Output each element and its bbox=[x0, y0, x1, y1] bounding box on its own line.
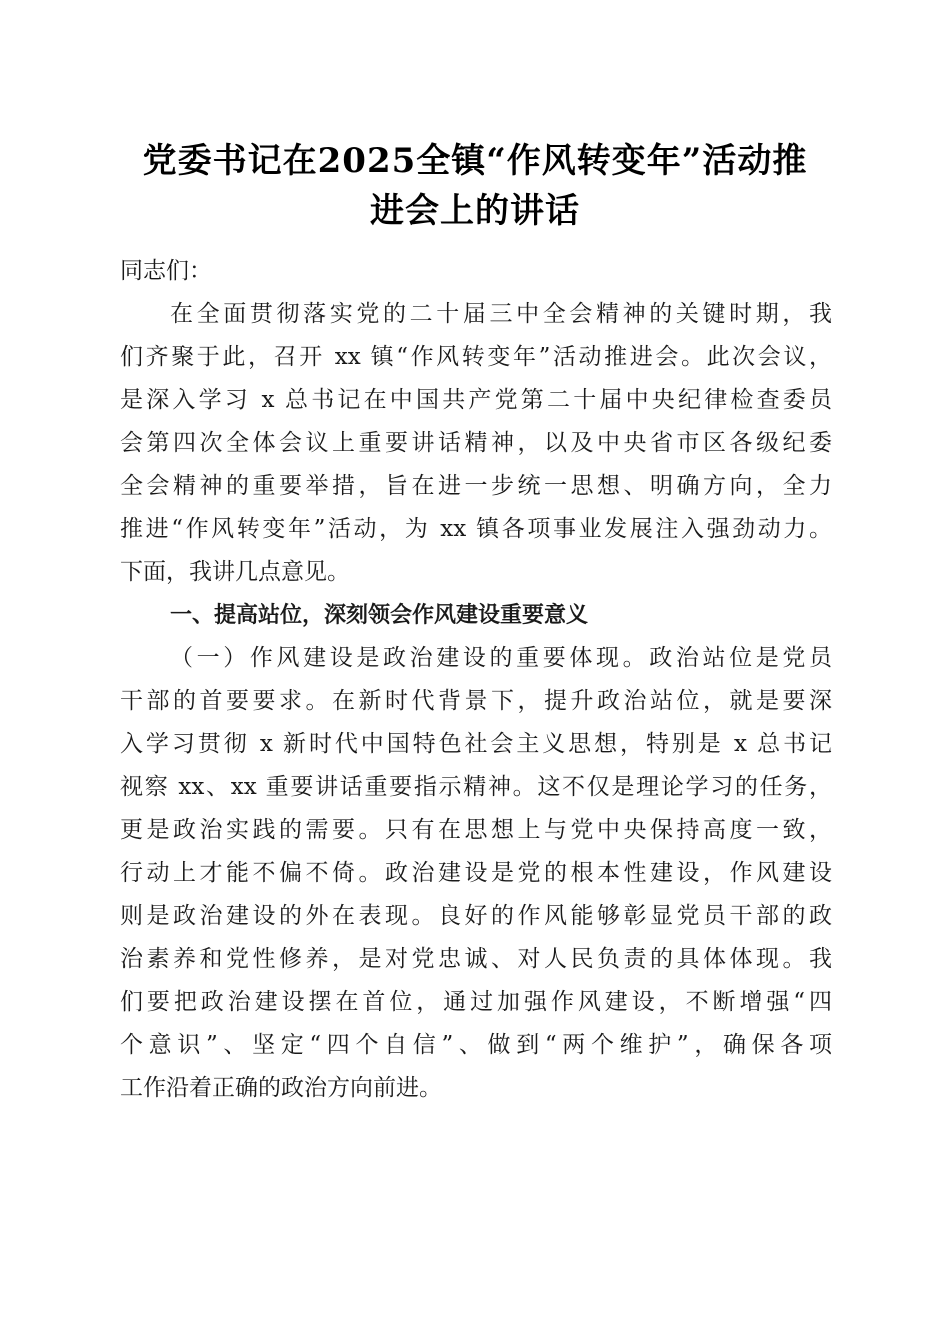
document-title bbox=[110, 136, 840, 236]
text-line: 下面，我讲几点意见。 bbox=[120, 559, 350, 585]
title-line-2: 进会上的讲话 bbox=[370, 191, 580, 231]
section-paragraph bbox=[120, 637, 832, 1110]
text-line: 更是政治实践的需要。只有在思想上与党中央保持高度一致， bbox=[120, 817, 832, 843]
title-line-1: 党委书记在2025全镇“作风转变年”活动推 bbox=[142, 141, 808, 181]
text-line: 会第四次全体会议上重要讲话精神，以及中央省市区各级纪委 bbox=[120, 430, 832, 456]
text-line: 入学习贯彻 x 新时代中国特色社会主义思想，特别是 x 总书记 bbox=[120, 731, 832, 757]
text-line: 治素养和党性修养，是对党忠诚、对人民负责的具体体现。我 bbox=[120, 946, 832, 972]
text-line: 们齐聚于此，召开 xx 镇“作风转变年”活动推进会。此次会议， bbox=[120, 344, 832, 370]
text-line: 推进“作风转变年”活动，为 xx 镇各项事业发展注入强劲动力。 bbox=[120, 516, 832, 542]
text-line: 行动上才能不偏不倚。政治建设是党的根本性建设，作风建设 bbox=[120, 860, 832, 886]
text-line: 全会精神的重要举措，旨在进一步统一思想、明确方向，全力 bbox=[120, 473, 832, 499]
document-body bbox=[120, 250, 832, 1110]
text-line: 工作沿着正确的政治方向前进。 bbox=[120, 1075, 442, 1101]
text-line: 们要把政治建设摆在首位，通过加强作风建设，不断增强“四 bbox=[120, 989, 832, 1015]
text-line: （一）作风建设是政治建设的重要体现。政治站位是党员 bbox=[170, 645, 832, 671]
text-line: 个意识”、坚定“四个自信”、做到“两个维护”，确保各项 bbox=[120, 1032, 832, 1058]
section-heading: 一、提高站位，深刻领会作风建设重要意义 bbox=[170, 603, 589, 628]
text-line: 是深入学习 x 总书记在中国共产党第二十届中央纪律检查委员 bbox=[120, 387, 832, 413]
text-line: 则是政治建设的外在表现。良好的作风能够彰显党员干部的政 bbox=[120, 903, 832, 929]
text-line: 视察 xx、xx 重要讲话重要指示精神。这不仅是理论学习的任务， bbox=[120, 774, 832, 800]
intro-paragraph bbox=[120, 293, 832, 594]
text-line: 在全面贯彻落实党的二十届三中全会精神的关键时期，我 bbox=[170, 301, 832, 327]
text-line: 干部的首要要求。在新时代背景下，提升政治站位，就是要深 bbox=[120, 688, 832, 714]
greeting: 同志们： bbox=[120, 258, 212, 284]
